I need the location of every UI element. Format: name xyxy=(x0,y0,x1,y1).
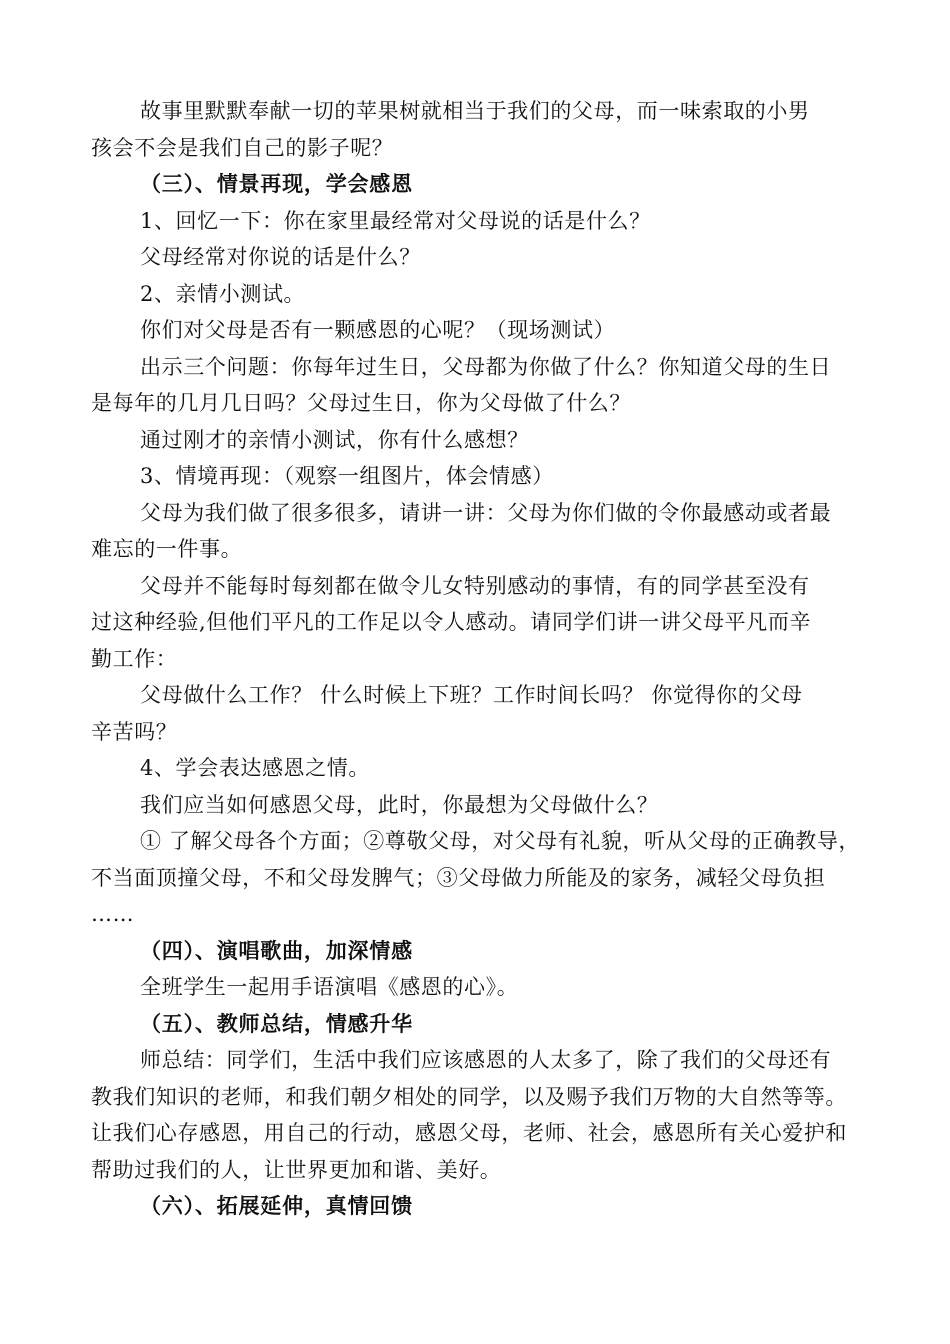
paragraph-line: 1、回忆一下：你在家里最经常对父母说的话是什么？ xyxy=(140,209,651,233)
paragraph-line: 父母做什么工作？ 什么时候上下班？工作时间长吗？ 你觉得你的父母 xyxy=(140,683,803,707)
paragraph-line: 不当面顶撞父母，不和父母发脾气；③父母做力所能及的家务，减轻父母负担 xyxy=(91,866,826,890)
paragraph-line: 师总结：同学们，生活中我们应该感恩的人太多了，除了我们的父母还有 xyxy=(140,1048,832,1072)
section-heading: （六）、拓展延伸，真情回馈 xyxy=(140,1193,413,1218)
paragraph-line: 出示三个问题：你每年过生日，父母都为你做了什么？你知道父母的生日 xyxy=(140,355,832,379)
paragraph-line: 让我们心存感恩，用自己的行动，感恩父母，老师、社会，感恩所有关心爱护和 xyxy=(91,1121,847,1145)
paragraph-line: 孩会不会是我们自己的影子呢？ xyxy=(91,136,394,160)
paragraph-line: 你们对父母是否有一颗感恩的心呢？（现场测试） xyxy=(140,318,616,342)
section-heading: （三）、情景再现，学会感恩 xyxy=(140,171,413,196)
section-heading: （五）、教师总结，情感升华 xyxy=(140,1011,413,1036)
section-heading: （四）、演唱歌曲，加深情感 xyxy=(140,938,413,963)
paragraph-line: 过这种经验,但他们平凡的工作足以令人感动。请同学们讲一讲父母平凡而辛 xyxy=(91,610,812,634)
paragraph-line: 勤工作： xyxy=(91,647,178,671)
paragraph-line: ① 了解父母各个方面；②尊敬父母，对父母有礼貌，听从父母的正确教导， xyxy=(140,829,861,853)
paragraph-line: 我们应当如何感恩父母，此时，你最想为父母做什么？ xyxy=(140,793,659,817)
paragraph-line: 辛苦吗？ xyxy=(91,720,178,744)
paragraph-line: 父母经常对你说的话是什么？ xyxy=(140,245,421,269)
paragraph-line: 2、亲情小测试。 xyxy=(140,282,306,306)
paragraph-line: 故事里默默奉献一切的苹果树就相当于我们的父母，而一味索取的小男 xyxy=(140,99,810,123)
paragraph-line: 全班学生一起用手语演唱《感恩的心》。 xyxy=(140,975,519,999)
paragraph-line: 父母并不能每时每刻都在做令儿女特别感动的事情，有的同学甚至没有 xyxy=(140,574,810,598)
paragraph-line: 3、情境再现：（观察一组图片，体会情感） xyxy=(140,464,554,488)
paragraph-line: 是每年的几月几日吗？父母过生日，你为父母做了什么？ xyxy=(91,391,631,415)
paragraph-line: 通过刚才的亲情小测试，你有什么感想？ xyxy=(140,428,529,452)
paragraph-line: 教我们知识的老师，和我们朝夕相处的同学，以及赐予我们万物的大自然等等。 xyxy=(91,1085,847,1109)
paragraph-line: 帮助过我们的人，让世界更加和谐、美好。 xyxy=(91,1158,502,1182)
paragraph-line: 父母为我们做了很多很多，请讲一讲：父母为你们做的令你最感动或者最 xyxy=(140,501,832,525)
paragraph-line: 难忘的一件事。 xyxy=(91,537,243,561)
paragraph-line: 4、学会表达感恩之情。 xyxy=(140,756,370,780)
paragraph-line: …… xyxy=(91,902,135,926)
